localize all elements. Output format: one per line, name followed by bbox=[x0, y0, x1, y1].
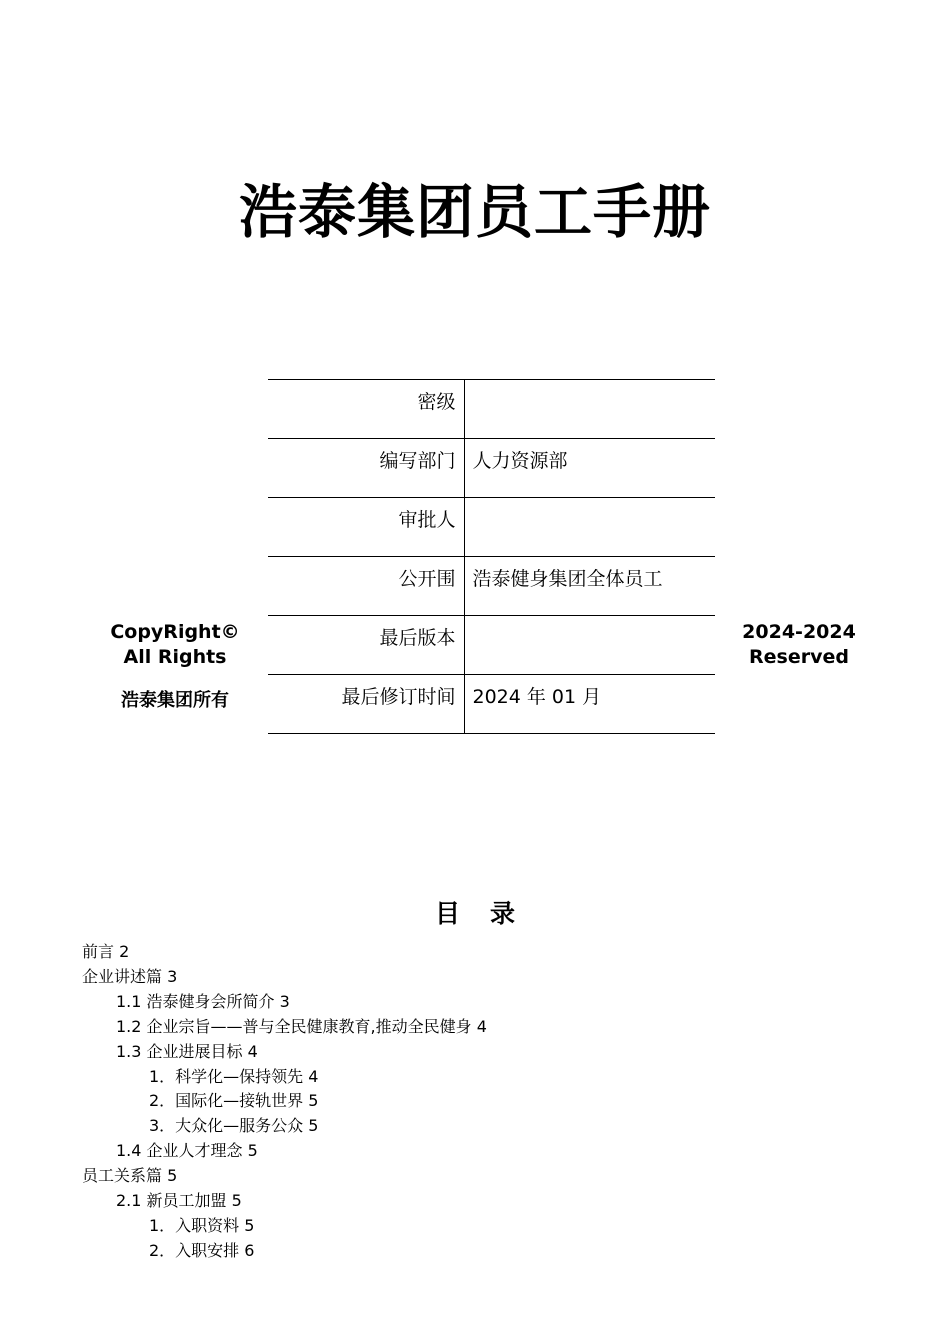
toc-item[interactable]: 3．大众化—服务公众 5 bbox=[149, 1116, 319, 1136]
row-value bbox=[464, 380, 715, 439]
copyright-right bbox=[728, 620, 870, 670]
toc-item[interactable]: 2．国际化—接轨世界 5 bbox=[149, 1091, 319, 1111]
row-label: 最后版本 bbox=[268, 616, 464, 675]
toc-item[interactable]: 1．入职资料 5 bbox=[149, 1215, 255, 1235]
table-row bbox=[268, 557, 715, 616]
row-value: 人力资源部 bbox=[464, 439, 715, 498]
copyright-line-2: All Rights bbox=[123, 646, 227, 668]
toc-item[interactable]: 1.1 浩泰健身会所简介 3 bbox=[116, 991, 290, 1011]
row-label: 编写部门 bbox=[268, 439, 464, 498]
toc-item[interactable]: 1.4 企业人才理念 5 bbox=[116, 1141, 258, 1161]
copyright-left bbox=[90, 620, 260, 713]
row-label: 审批人 bbox=[268, 498, 464, 557]
toc-item[interactable]: 2．入职安排 6 bbox=[149, 1240, 255, 1260]
row-value: 2024 年 01 月 bbox=[464, 675, 715, 734]
copyright-line-1: CopyRight© bbox=[110, 621, 240, 643]
toc-item[interactable]: 1.2 企业宗旨——普与全民健康教育,推动全民健身 4 bbox=[116, 1016, 487, 1036]
toc-title: 目录 bbox=[434, 899, 545, 928]
toc-item[interactable]: 前言 2 bbox=[82, 942, 130, 961]
table-row bbox=[268, 498, 715, 557]
table-of-contents bbox=[82, 940, 862, 1264]
table-row bbox=[268, 675, 715, 734]
document-title: 浩泰集团员工手册 bbox=[238, 178, 711, 246]
row-value: 浩泰健身集团全体员工 bbox=[464, 557, 715, 616]
table-row bbox=[268, 616, 715, 675]
table-row bbox=[268, 439, 715, 498]
toc-item[interactable]: 1.3 企业进展目标 4 bbox=[116, 1041, 258, 1061]
row-value bbox=[464, 498, 715, 557]
toc-item[interactable]: 企业讲述篇 3 bbox=[82, 966, 178, 986]
copyright-owner: 浩泰集团所有 bbox=[121, 690, 229, 711]
table-row bbox=[268, 380, 715, 439]
toc-item[interactable]: 员工关系篇 5 bbox=[82, 1166, 178, 1186]
copyright-years: 2024-2024 bbox=[742, 621, 856, 643]
copyright-reserved: Reserved bbox=[749, 646, 849, 668]
row-label: 密级 bbox=[268, 380, 464, 439]
toc-item[interactable]: 1．科学化—保持领先 4 bbox=[149, 1066, 319, 1086]
toc-item[interactable]: 2.1 新员工加盟 5 bbox=[116, 1191, 242, 1211]
row-label: 公开围 bbox=[268, 557, 464, 616]
row-label: 最后修订时间 bbox=[268, 675, 464, 734]
document-info-table bbox=[268, 379, 715, 734]
row-value bbox=[464, 616, 715, 675]
